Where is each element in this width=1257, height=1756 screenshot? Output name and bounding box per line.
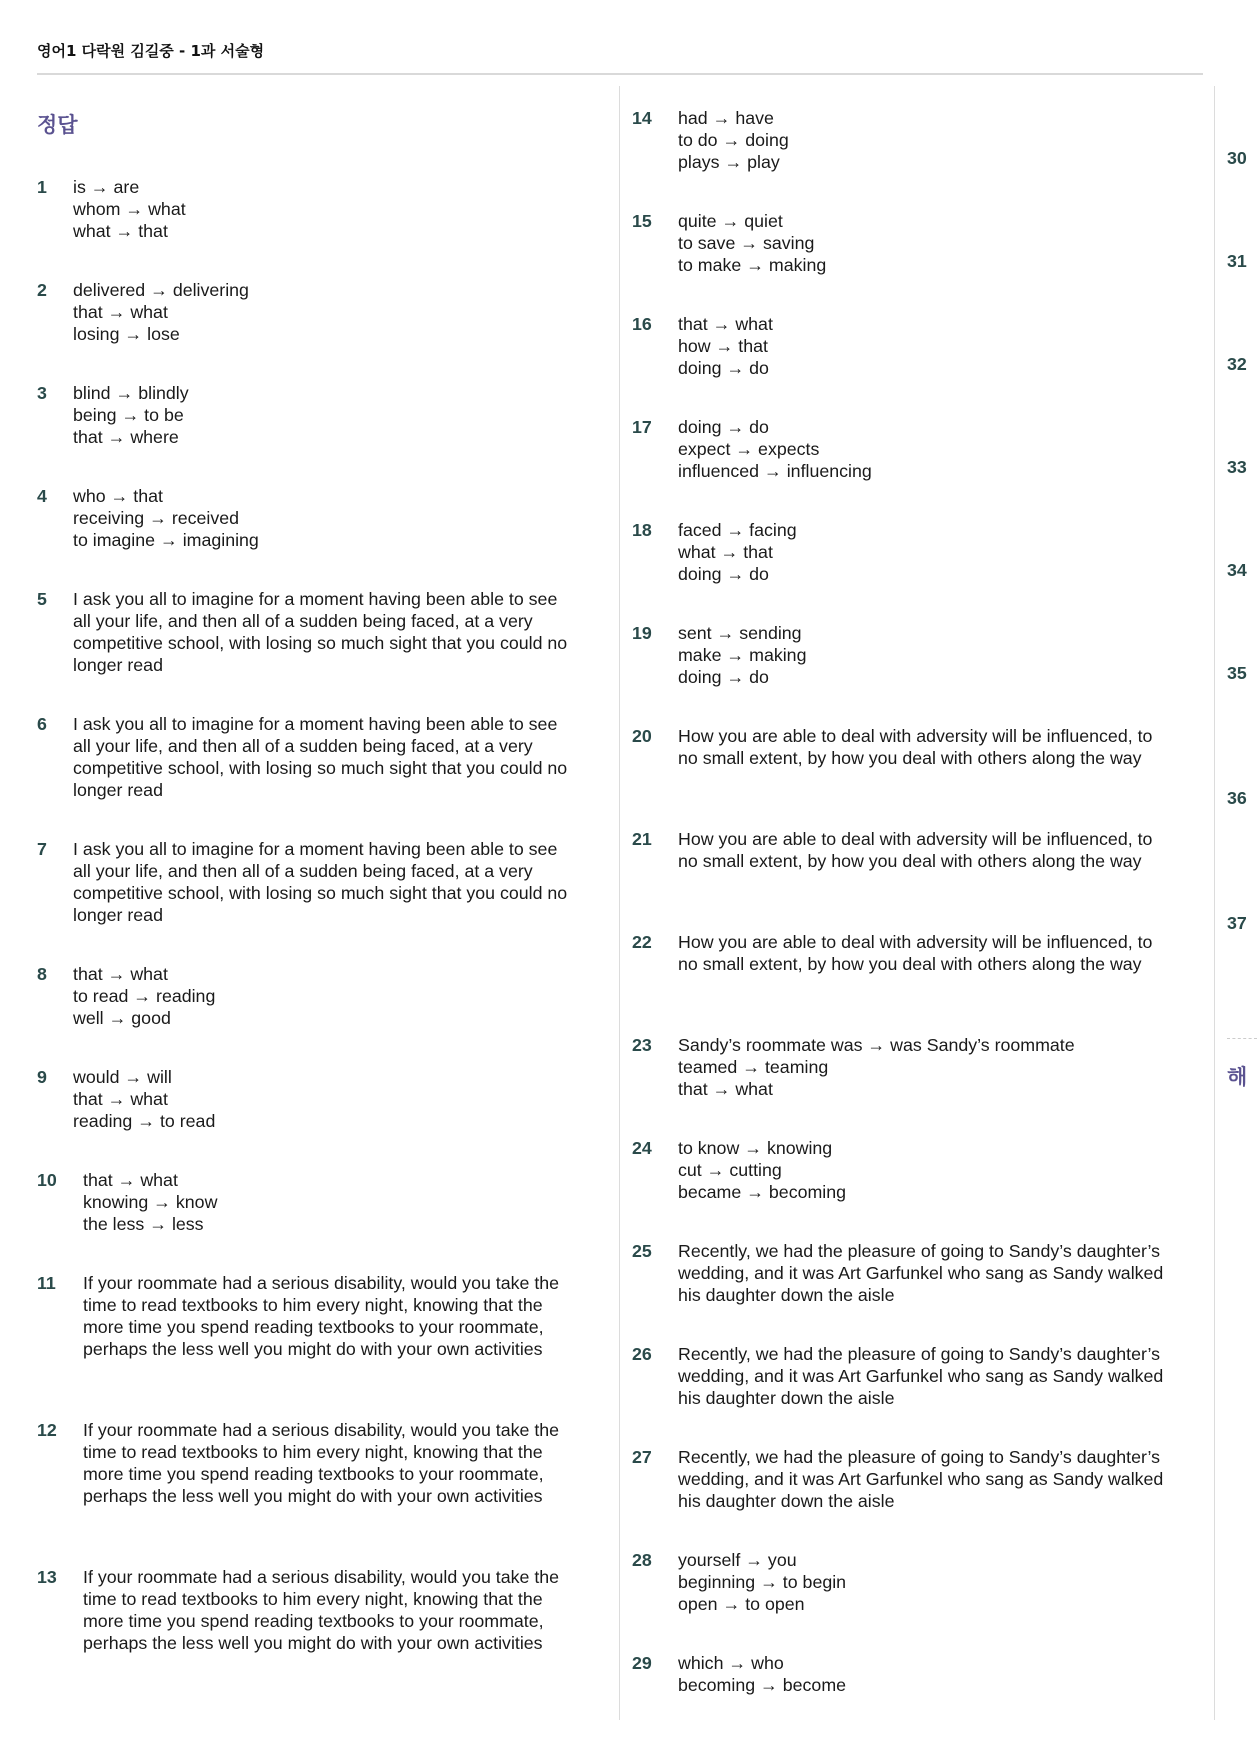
answer-text xyxy=(678,416,1172,482)
answer-text xyxy=(73,279,577,345)
answer-line: losing → lose xyxy=(73,324,180,344)
answer-text xyxy=(678,622,1172,688)
answer-number-partial: 31 xyxy=(1227,251,1247,271)
answer-line: make → making xyxy=(678,645,807,665)
answer-line: blind → blindly xyxy=(73,383,189,403)
answer-text xyxy=(73,382,577,448)
answer-number: 8 xyxy=(37,964,47,984)
answer-line: who → that xyxy=(73,486,163,506)
answer-text xyxy=(73,176,577,242)
answer-text xyxy=(73,1066,577,1132)
answer-line: that → what xyxy=(73,1089,168,1109)
answer-line: open → to open xyxy=(678,1594,805,1614)
answer-line: that → where xyxy=(73,427,179,447)
answer-line: becoming → become xyxy=(678,1675,847,1695)
answer-line: reading → to read xyxy=(73,1111,216,1131)
answer-line: cut → cutting xyxy=(678,1160,782,1180)
answer-text: Recently, we had the pleasure of going to Sandy’s daughter’s wedding, and it was Art Garfunkel who sang as Sandy walked his daughter down the aisle xyxy=(678,1344,1164,1408)
answer-number: 15 xyxy=(632,211,652,231)
answer-number: 18 xyxy=(632,520,652,540)
page-title: 영어1 다락원 김길중 - 1과 서술형 xyxy=(37,42,265,60)
answer-text: Recently, we had the pleasure of going to Sandy’s daughter’s wedding, and it was Art Garfunkel who sang as Sandy walked his daughter down the aisle xyxy=(678,1447,1164,1511)
answer-number: 23 xyxy=(632,1035,652,1055)
answer-line: to make → making xyxy=(678,255,827,275)
answers-heading: 정답 xyxy=(37,113,78,137)
column-divider-1 xyxy=(619,86,620,1720)
answer-line: to save → saving xyxy=(678,233,815,253)
answer-line: being → to be xyxy=(73,405,184,425)
answer-line: would → will xyxy=(73,1067,172,1087)
column-3-heading-partial: 해 xyxy=(1227,1065,1248,1089)
answer-number: 10 xyxy=(37,1170,57,1190)
answer-text xyxy=(678,107,1172,173)
answer-number: 14 xyxy=(632,108,652,128)
answer-line: influenced → influencing xyxy=(678,461,872,481)
answer-number: 13 xyxy=(37,1567,57,1587)
answer-number: 28 xyxy=(632,1550,652,1570)
answer-number-partial: 34 xyxy=(1227,560,1247,580)
answer-line: to imagine → imagining xyxy=(73,530,259,550)
answer-number-partial: 33 xyxy=(1227,457,1247,477)
answer-line: beginning → to begin xyxy=(678,1572,847,1592)
answer-line: to do → doing xyxy=(678,130,789,150)
answer-line: that → what xyxy=(73,302,168,322)
answer-line: that → what xyxy=(83,1170,178,1190)
answer-text: Recently, we had the pleasure of going to Sandy’s daughter’s wedding, and it was Art Garfunkel who sang as Sandy walked his daughter down the aisle xyxy=(678,1241,1164,1305)
answer-line: which → who xyxy=(678,1653,784,1673)
answer-line: how → that xyxy=(678,336,768,356)
answer-line: Sandy’s roommate was → was Sandy’s roommate xyxy=(678,1035,1075,1055)
answer-number: 21 xyxy=(632,829,652,849)
answer-line: knowing → know xyxy=(83,1192,218,1212)
answer-line: that → what xyxy=(678,314,773,334)
answer-line: sent → sending xyxy=(678,623,802,643)
answer-text: How you are able to deal with adversity will be influenced, to no small extent, by how you deal with others along the way xyxy=(678,932,1153,974)
answer-number-partial: 32 xyxy=(1227,354,1247,374)
answer-line: well → good xyxy=(73,1008,171,1028)
answer-number: 27 xyxy=(632,1447,652,1467)
answer-number: 5 xyxy=(37,589,47,609)
answer-line: that → what xyxy=(73,964,168,984)
answer-line: doing → do xyxy=(678,667,769,687)
answer-text: If your roommate had a serious disability, would you take the time to read textbooks to him every night, knowing that the more time you spend reading textbooks to your roommate, perhaps the less well you might do with your own activities xyxy=(83,1567,560,1653)
answer-number: 24 xyxy=(632,1138,652,1158)
answer-number-partial: 36 xyxy=(1227,788,1247,808)
answer-number: 12 xyxy=(37,1420,57,1440)
answer-text xyxy=(678,1652,1172,1696)
answer-line: whom → what xyxy=(73,199,186,219)
answer-line: to know → knowing xyxy=(678,1138,833,1158)
answer-number: 3 xyxy=(37,383,47,403)
answer-line: to read → reading xyxy=(73,986,216,1006)
answer-line: faced → facing xyxy=(678,520,797,540)
answer-line: plays → play xyxy=(678,152,780,172)
header-divider xyxy=(37,73,1203,75)
answer-number: 25 xyxy=(632,1241,652,1261)
answer-number: 19 xyxy=(632,623,652,643)
answer-text: How you are able to deal with adversity will be influenced, to no small extent, by how you deal with others along the way xyxy=(678,829,1153,871)
answer-number-partial: 37 xyxy=(1227,913,1247,933)
answer-text: If your roommate had a serious disability, would you take the time to read textbooks to him every night, knowing that the more time you spend reading textbooks to your roommate, perhaps the less well you might do with your own activities xyxy=(83,1420,560,1506)
answer-number: 29 xyxy=(632,1653,652,1673)
column-divider-2 xyxy=(1214,86,1215,1720)
answer-line: doing → do xyxy=(678,564,769,584)
answer-number: 11 xyxy=(37,1273,56,1293)
answer-line: doing → do xyxy=(678,358,769,378)
answer-line: what → that xyxy=(678,542,773,562)
answer-number: 16 xyxy=(632,314,652,334)
answer-number: 7 xyxy=(37,839,47,859)
answer-number: 20 xyxy=(632,726,652,746)
answer-text xyxy=(73,963,577,1029)
answer-line: delivered → delivering xyxy=(73,280,249,300)
answer-text xyxy=(83,1169,577,1235)
answer-number-partial: 35 xyxy=(1227,663,1247,683)
column-3-dashed-divider xyxy=(1227,1038,1257,1039)
answer-line: expect → expects xyxy=(678,439,820,459)
answer-line: is → are xyxy=(73,177,140,197)
answer-text: I ask you all to imagine for a moment having been able to see all your life, and then all of a sudden being faced, at a very competitive school, with losing so much sight that you could no longer read xyxy=(73,839,568,925)
answer-number: 4 xyxy=(37,486,47,506)
answer-text xyxy=(678,313,1172,379)
answer-text: How you are able to deal with adversity will be influenced, to no small extent, by how you deal with others along the way xyxy=(678,726,1153,768)
answer-text xyxy=(73,485,577,551)
answer-line: teamed → teaming xyxy=(678,1057,829,1077)
answer-text xyxy=(678,1034,1172,1100)
answer-text xyxy=(678,1549,1172,1615)
answer-text: I ask you all to imagine for a moment having been able to see all your life, and then all of a sudden being faced, at a very competitive school, with losing so much sight that you could no longer read xyxy=(73,714,568,800)
answer-number: 2 xyxy=(37,280,47,300)
answer-text: I ask you all to imagine for a moment having been able to see all your life, and then all of a sudden being faced, at a very competitive school, with losing so much sight that you could no longer read xyxy=(73,589,568,675)
answer-number: 26 xyxy=(632,1344,652,1364)
answer-line: yourself → you xyxy=(678,1550,797,1570)
answer-line: what → that xyxy=(73,221,168,241)
answer-number-partial: 30 xyxy=(1227,148,1247,168)
answer-line: the less → less xyxy=(83,1214,204,1234)
answer-number: 6 xyxy=(37,714,47,734)
answer-number: 22 xyxy=(632,932,652,952)
answer-line: doing → do xyxy=(678,417,769,437)
answer-line: receiving → received xyxy=(73,508,240,528)
answer-number: 17 xyxy=(632,417,652,437)
answer-line: that → what xyxy=(678,1079,773,1099)
answer-number: 9 xyxy=(37,1067,47,1087)
answer-number: 1 xyxy=(37,177,47,197)
answer-text xyxy=(678,1137,1172,1203)
answer-text: If your roommate had a serious disability, would you take the time to read textbooks to him every night, knowing that the more time you spend reading textbooks to your roommate, perhaps the less well you might do with your own activities xyxy=(83,1273,560,1359)
answer-line: became → becoming xyxy=(678,1182,847,1202)
answer-line: had → have xyxy=(678,108,774,128)
answer-text xyxy=(678,210,1172,276)
answer-text xyxy=(678,519,1172,585)
answer-line: quite → quiet xyxy=(678,211,783,231)
